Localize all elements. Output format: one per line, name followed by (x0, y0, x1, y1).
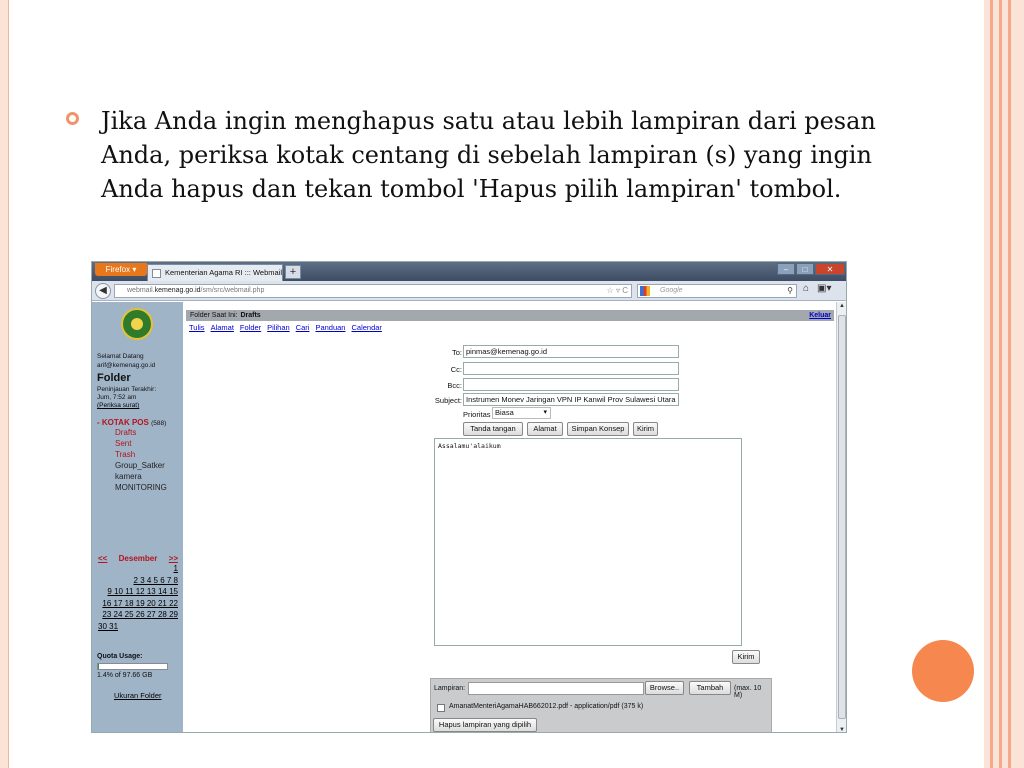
to-field[interactable]: pinmas@kemenag.go.id (463, 345, 679, 358)
webmail-screenshot (91, 261, 847, 733)
bullet-text: Jika Anda ingin menghapus satu atau lebih lampiran dari pesan Anda, periksa kotak centang di sebelah lampiran (s) yang ingin Anda hapus dan tekan tombol 'Hapus pilih lampiran' tombol. (101, 107, 876, 203)
quota-bar (97, 663, 168, 670)
bookmark-star-icon[interactable]: ☆ ▿ C (606, 286, 628, 295)
calendar-week[interactable]: 2 3 4 5 6 7 8 (133, 575, 178, 585)
search-icon[interactable]: ⚲ (787, 286, 793, 295)
check-mail-link[interactable]: (Periksa surat) (97, 402, 140, 409)
browse-button[interactable]: Browse.. (645, 681, 684, 695)
to-label: To: (451, 348, 462, 357)
slide-frame-left (0, 0, 9, 768)
bullet-item (66, 104, 886, 206)
calendar-prev-link[interactable]: << (98, 554, 108, 563)
scroll-up-icon[interactable]: ▲ (839, 303, 845, 309)
folder-label: Folder Saat Ini: (190, 312, 238, 319)
slide-frame-right (984, 0, 1024, 768)
quota-label: Quota Usage: (97, 653, 143, 660)
subject-label: Subject: (434, 396, 462, 405)
maximize-icon[interactable]: □ (796, 263, 814, 275)
priority-label: Prioritas (463, 410, 491, 419)
cc-label: Cc: (450, 365, 462, 374)
page-scrollbar[interactable] (836, 302, 847, 733)
bcc-label: Bcc: (447, 381, 462, 390)
menu-search[interactable]: Cari (295, 323, 310, 332)
new-tab-button[interactable]: + (285, 265, 301, 279)
cc-field[interactable] (463, 362, 679, 375)
search-input[interactable]: Google ⚲ (637, 284, 797, 298)
calendar-week[interactable]: 23 24 25 26 27 28 29 (102, 610, 178, 619)
folder-heading: Folder (97, 372, 131, 384)
tab-title: Kementerian Agama RI ::: Webmail (165, 268, 282, 277)
folder-kamera[interactable]: kamera (115, 472, 142, 481)
browser-titlebar (92, 262, 847, 281)
attachment-label: Lampiran: (434, 685, 466, 692)
save-draft-button[interactable]: Simpan Konsep (567, 422, 629, 436)
attachment-checkbox[interactable] (437, 704, 445, 712)
toolbar-icons (803, 283, 832, 294)
firefox-menu-button[interactable]: Firefox ▾ (95, 263, 147, 276)
folder-trash[interactable]: Trash (115, 450, 136, 459)
quota-text: 1.4% of 97.66 GB (97, 672, 153, 679)
calendar-week[interactable]: 9 10 11 12 13 14 15 (107, 587, 178, 596)
attachment-panel (430, 678, 772, 733)
menu-help[interactable]: Panduan (315, 323, 346, 332)
calendar-week[interactable]: 1 (173, 564, 178, 573)
folder-drafts[interactable]: Drafts (115, 428, 137, 437)
home-icon[interactable]: ⌂ (803, 283, 810, 294)
menu-options[interactable]: Pilihan (267, 323, 290, 332)
attachment-file-name: AmanatMenteriAgamaHAB662012.pdf - application/pdf (375 k) (449, 703, 644, 710)
add-attachment-button[interactable]: Tambah (689, 681, 731, 695)
folder-sent[interactable]: Sent (115, 439, 132, 448)
calendar-week[interactable]: 30 31 (98, 621, 119, 631)
attachment-file-input[interactable] (468, 682, 644, 695)
window-controls (777, 263, 845, 276)
menu-folders[interactable]: Folder (239, 323, 262, 332)
subject-field[interactable]: Instrumen Monev Jaringan VPN IP Kanwil Prov Sulawesi Utara (463, 393, 679, 406)
send-bottom-button[interactable]: Kirim (732, 650, 760, 664)
logout-link[interactable]: Keluar (809, 312, 831, 319)
browser-tab[interactable] (147, 264, 283, 281)
mail-menu (189, 323, 382, 332)
current-folder-bar (186, 310, 834, 321)
back-arrow-icon[interactable]: ◀ (95, 283, 111, 299)
send-button[interactable]: Kirim (633, 422, 658, 436)
mini-calendar (98, 554, 178, 632)
last-check-time: Jum, 7:52 am (97, 394, 137, 401)
kemenag-logo (121, 308, 153, 340)
decorative-circle (912, 640, 974, 702)
folder-group-satker[interactable]: Group_Satker (115, 461, 165, 470)
minimize-icon[interactable]: – (777, 263, 795, 275)
menu-addresses[interactable]: Alamat (210, 323, 234, 332)
menu-calendar[interactable]: Calendar (351, 323, 382, 332)
scroll-down-icon[interactable]: ▼ (839, 727, 845, 733)
calendar-month: Desember (118, 554, 158, 563)
bullet-circle-icon (66, 112, 79, 125)
user-email: arif@kemenag.go.id (97, 362, 156, 369)
folder-current: Drafts (240, 312, 261, 319)
message-body[interactable]: Assalamu'alaikum (434, 438, 742, 646)
max-size-note: (max. 10 M) (734, 685, 762, 699)
folder-inbox[interactable]: - KOTAK POS (588) (97, 418, 167, 427)
welcome-text: Selamat Datang (97, 353, 144, 360)
menu-compose[interactable]: Tulis (189, 323, 205, 332)
delete-attachments-button[interactable]: Hapus lampiran yang dipilih (433, 718, 537, 732)
scroll-thumb[interactable] (838, 315, 846, 719)
address-button[interactable]: Alamat (527, 422, 563, 436)
browser-navbar (92, 281, 847, 301)
last-check-label: Peninjauan Terakhir: (97, 386, 157, 393)
mail-sidebar (92, 302, 183, 733)
calendar-next-link[interactable]: >> (168, 554, 178, 563)
signature-button[interactable]: Tanda tangan (463, 422, 523, 436)
priority-select[interactable]: Biasa ▾ (492, 407, 551, 419)
folder-monitoring[interactable]: MONITORING (115, 483, 167, 492)
address-bar[interactable]: webmail.kemenag.go.id/sm/src/webmail.php ☆ ▿ C (114, 284, 632, 298)
quota-bar-fill (98, 664, 99, 669)
bcc-field[interactable] (463, 378, 679, 391)
close-icon[interactable]: ✕ (815, 263, 845, 275)
folder-size-link[interactable]: Ukuran Folder (114, 691, 162, 700)
page-favicon-icon (152, 269, 161, 278)
calendar-week[interactable]: 16 17 18 19 20 21 22 (102, 598, 178, 608)
compose-panel (184, 302, 836, 733)
google-icon (640, 286, 650, 296)
bookmarks-icon[interactable]: ▣▾ (817, 283, 832, 294)
